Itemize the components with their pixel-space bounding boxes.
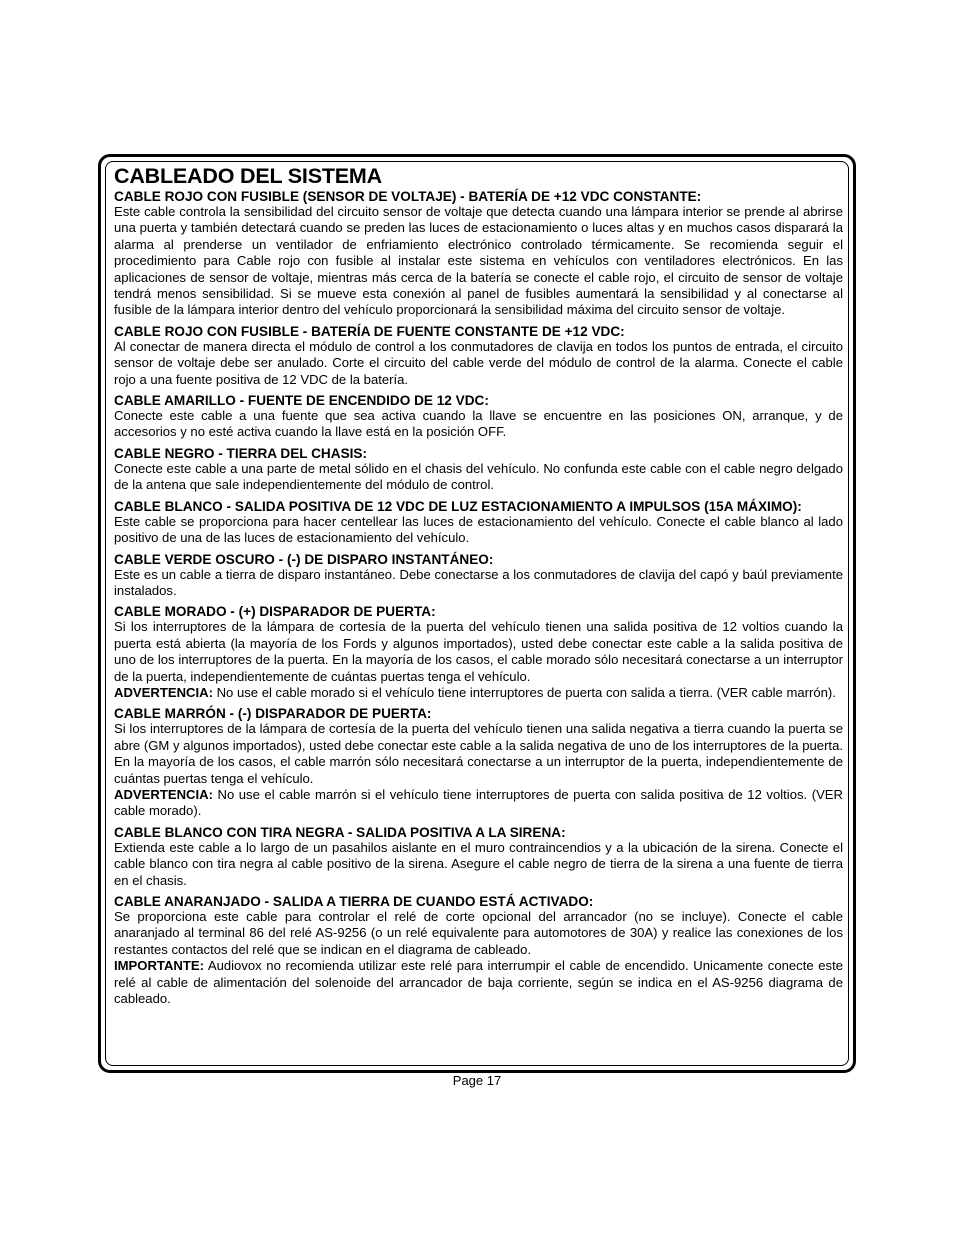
section-body: Se proporciona este cable para controlar el relé de corte opcional del arrancador (no se incluye). Conecte el cable anaranjado al terminal 86 del relé AS-9256 (o un relé equivalente para automotores de 30A) y realice las conexiones de los restantes contactos del relé que se indican en el diagrama de cableado.: [114, 909, 843, 957]
section-heading: CABLE ROJO CON FUSIBLE - BATERÍA DE FUENTE CONSTANTE DE +12 VDC:: [114, 323, 625, 339]
section-heading: CABLE VERDE OSCURO - (-) DE DISPARO INSTANTÁNEO:: [114, 551, 494, 567]
section-red-fused-sensor: [114, 189, 843, 319]
section-violet-door-trigger: [114, 604, 843, 701]
section-heading: CABLE AMARILLO - FUENTE DE ENCENDIDO DE 12 VDC:: [114, 393, 489, 409]
warning-label: ADVERTENCIA:: [114, 786, 213, 802]
section-body: Extienda este cable a lo largo de un pasahilos aislante en el muro contraincendios y a la ubicación de la sirena. Conecte el cable blanco con tira negra al cable positivo de la sirena. Asegure el cable negro de tierra de la sirena a una fuente de tierra en el chasis.: [114, 839, 843, 888]
important-label: IMPORTANTE:: [114, 958, 204, 974]
section-black-ground: [114, 446, 843, 494]
warning-note: [114, 787, 843, 820]
section-heading: CABLE MARRÓN - (-) DISPARADOR DE PUERTA:: [114, 706, 432, 722]
section-heading: CABLE MORADO - (+) DISPARADOR DE PUERTA:: [114, 604, 436, 620]
section-brown-door-trigger: [114, 706, 843, 819]
section-body: Este cable controla la sensibilidad del circuito sensor de voltaje que detecta cuando una lámpara interior se prende al abrirse una puerta y también detectará cuando se preden las luces de estacionamiento o luces altas y en muchos casos disparará la alarma al prenderse un ventilador de enfriamiento electrónico controlado térmicamente. Se recomienda seguir el procedimiento para Cable rojo con fusible al instalar este sistema en vehículos con ventiladores electrónicos. En las aplicaciones de sensor de voltaje, mientras más cerca de la batería se conecte el cable rojo, el circuito de sensor de voltaje tendrá menos sensibilidad. Si se mueve esta conexión al panel de fusibles aumentará la sensibilidad y al conectarse al fusible de la lámpara interior dentro del vehículo proporcionará la sensibilidad máxima del circuito sensor de voltaje.: [114, 204, 843, 318]
warning-text: No use el cable morado si el vehículo tiene interruptores de puerta con salida a tierra. (VER cable marrón).: [212, 684, 836, 700]
section-body: Si los interruptores de la lámpara de cortesía de la puerta del vehículo tienen una salida negativa a tierra cuando la puerta se abre (GM y algunos importados), usted debe conectar este cable a la salida negativa de uno de los interruptores de la puerta. En la mayoría de los casos, el cable marrón sólo necesitará conectarse a un interruptor de la puerta, independientemente de cuántas puertas tenga el vehículo.: [114, 721, 843, 786]
section-heading: CABLE BLANCO CON TIRA NEGRA - SALIDA POSITIVA A LA SIRENA:: [114, 824, 566, 840]
section-heading: CABLE BLANCO - SALIDA POSITIVA DE 12 VDC DE LUZ ESTACIONAMIENTO A IMPULSOS (15A MÁXIMO):: [114, 498, 802, 514]
section-body: Al conectar de manera directa el módulo de control a los conmutadores de clavija en todos los puntos de entrada, el circuito sensor de voltaje debe ser anulado. Corte el circuito del cable verde del módulo de control de la alarma. Conecte el cable rojo a una fuente positiva de 12 VDC de la batería.: [114, 338, 843, 387]
important-note: [114, 958, 843, 1007]
section-body: Este cable se proporciona para hacer centellear las luces de estacionamiento del vehículo. Conecte el cable blanco al lado positivo de una de las luces de estacionamiento del vehículo.: [114, 513, 843, 546]
section-white-parking-light: [114, 499, 843, 547]
section-yellow-ignition: [114, 393, 843, 441]
section-heading: CABLE NEGRO - TIERRA DEL CHASIS:: [114, 445, 368, 461]
section-white-black-siren: [114, 825, 843, 889]
section-body: Si los interruptores de la lámpara de cortesía de la puerta del vehículo tienen una salida positiva de 12 voltios cuando la puerta está abierta (la mayoría de los Fords y algunos importados), usted debe conectar este cable a la salida positiva de uno de los interruptores de la puerta. En la mayoría de los casos, el cable morado sólo necesitará conectarse a un interruptor de la puerta, independientemente de cuántas puertas tenga el vehículo.: [114, 619, 843, 684]
section-heading: CABLE ANARANJADO - SALIDA A TIERRA DE CUANDO ESTÁ ACTIVADO:: [114, 894, 594, 909]
section-heading: CABLE ROJO CON FUSIBLE (SENSOR DE VOLTAJE) - BATERÍA DE +12 VDC CONSTANTE:: [114, 189, 702, 204]
warning-text: No use el cable marrón si el vehículo tiene interruptores de puerta con salida positiva de 12 voltios. (VER cable morado).: [114, 786, 843, 819]
section-body: Conecte este cable a una parte de metal sólido en el chasis del vehículo. No confunda este cable con el cable negro delgado de la antena que sale independientemente del módulo de control.: [114, 460, 843, 493]
important-text: Audiovox no recomienda utilizar este relé para interrumpir el cable de encendido. Unicamente conecte este relé al cable de alimentación del solenoide del arrancador de baja corriente, según se indica en el AS-9256 diagrama de cableado.: [114, 958, 843, 1007]
document-content: [114, 164, 843, 1007]
page-number: Page 17: [452, 1073, 502, 1088]
page-title: CABLEADO DEL SISTEMA: [114, 164, 382, 188]
warning-note: [114, 685, 843, 701]
section-body: Conecte este cable a una fuente que sea activa cuando la llave se encuentre en las posiciones ON, arranque, y de accesorios y no esté activa cuando la llave está en la posición OFF.: [114, 408, 843, 440]
warning-label: ADVERTENCIA:: [114, 684, 213, 700]
section-body: Este es un cable a tierra de disparo instantáneo. Debe conectarse a los conmutadores de clavija del capó y baúl previamente instalados.: [114, 566, 843, 598]
section-orange-armed-output: [114, 894, 843, 1007]
section-red-fused-battery: [114, 324, 843, 388]
section-dark-green-trigger: [114, 552, 843, 600]
